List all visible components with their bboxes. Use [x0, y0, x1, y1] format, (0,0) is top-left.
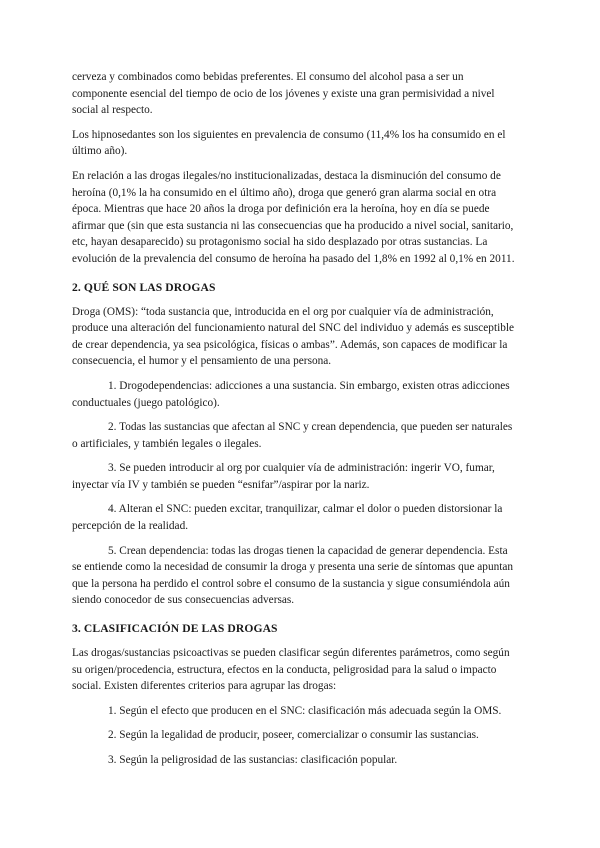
section-2-heading: 2. QUÉ SON LAS DROGAS: [72, 280, 216, 294]
section-3-heading: 3. CLASIFICACIÓN DE LAS DROGAS: [72, 622, 278, 636]
section-2-item-1: 1. Drogodependencias: adicciones a una sustancia. Sin embargo, existen otras adicciones conductuales (juego patológico).: [72, 379, 510, 409]
section-2-intro: Droga (OMS): “toda sustancia que, introducida en el org por cualquier vía de administración, produce una alteración del funcionamiento natural del SNC del individuo y además es susceptible de crear dependencia, ya sea psicológica, físicas o ambas”. Además, son capaces de modificar la consecuencia, el humor y el pensamiento de una persona.: [72, 305, 515, 368]
paragraph-hipnosedantes: Los hipnosedantes son los siguientes en prevalencia de consumo (11,4% los ha consumido en el último año).: [72, 128, 506, 158]
section-2-item-4: 4. Alteran el SNC: pueden excitar, tranquilizar, calmar el dolor o pueden distorsionar la percepción de la realidad.: [72, 503, 503, 533]
section-3-intro: Las drogas/sustancias psicoactivas se pueden clasificar según diferentes parámetros, como según su origen/procedencia, estructura, efectos en la conducta, peligrosidad para la salud o impacto social. Existen diferentes criterios para agrupar las drogas:: [72, 647, 510, 693]
section-2-item-2: 2. Todas las sustancias que afectan al SNC y crean dependencia, que pueden ser naturales o artificiales, y también legales o ilegales.: [72, 421, 513, 450]
paragraph-heroina: En relación a las drogas ilegales/no institucionalizadas, destaca la disminución del consumo de heroína (0,1% la ha consumido en el último año), droga que generó gran alarma social en otra época. Mientras que hace 20 años la droga por definición era la heroína, hoy en día se puede afirmar que (sin que esta sustancia ni las consecuencias que ha producido a nivel social, sanitario, etc, hayan desaparecido) su protagonismo social ha sido desplazado por otras sustancias. La evolución de la prevalencia del consumo de heroína ha pasado del 1,8% en 1992 al 0,1% en 2011.: [72, 169, 515, 265]
section-3-item-1: 1. Según el efecto que producen en el SNC: clasificación más adecuada según la OMS.: [108, 704, 502, 717]
section-3-item-2: 2. Según la legalidad de producir, poseer, comercializar o consumir las sustancias.: [108, 729, 479, 742]
section-2-item-3: 3. Se pueden introducir al org por cualquier vía de administración: ingerir VO, fumar, inyectar vía IV y también se pueden “esnifar”/aspirar por la nariz.: [72, 462, 495, 491]
section-2-item-5: 5. Crean dependencia: todas las drogas tienen la capacidad de generar dependencia. Esta se entiende como la necesidad de consumir la droga y presenta una serie de síntomas que apuntan que la persona ha perdido el control sobre el consumo de la sustancia y sigue consumiéndola aún siendo conocedor de sus consecuencias adversas.: [72, 544, 514, 607]
paragraph-alcohol: cerveza y combinados como bebidas preferentes. El consumo del alcohol pasa a ser un componente esencial del tiempo de ocio de los jóvenes y existe una gran permisividad a nivel social al respecto.: [72, 71, 495, 117]
section-3-item-3: 3. Según la peligrosidad de las sustancias: clasificación popular.: [108, 754, 398, 766]
